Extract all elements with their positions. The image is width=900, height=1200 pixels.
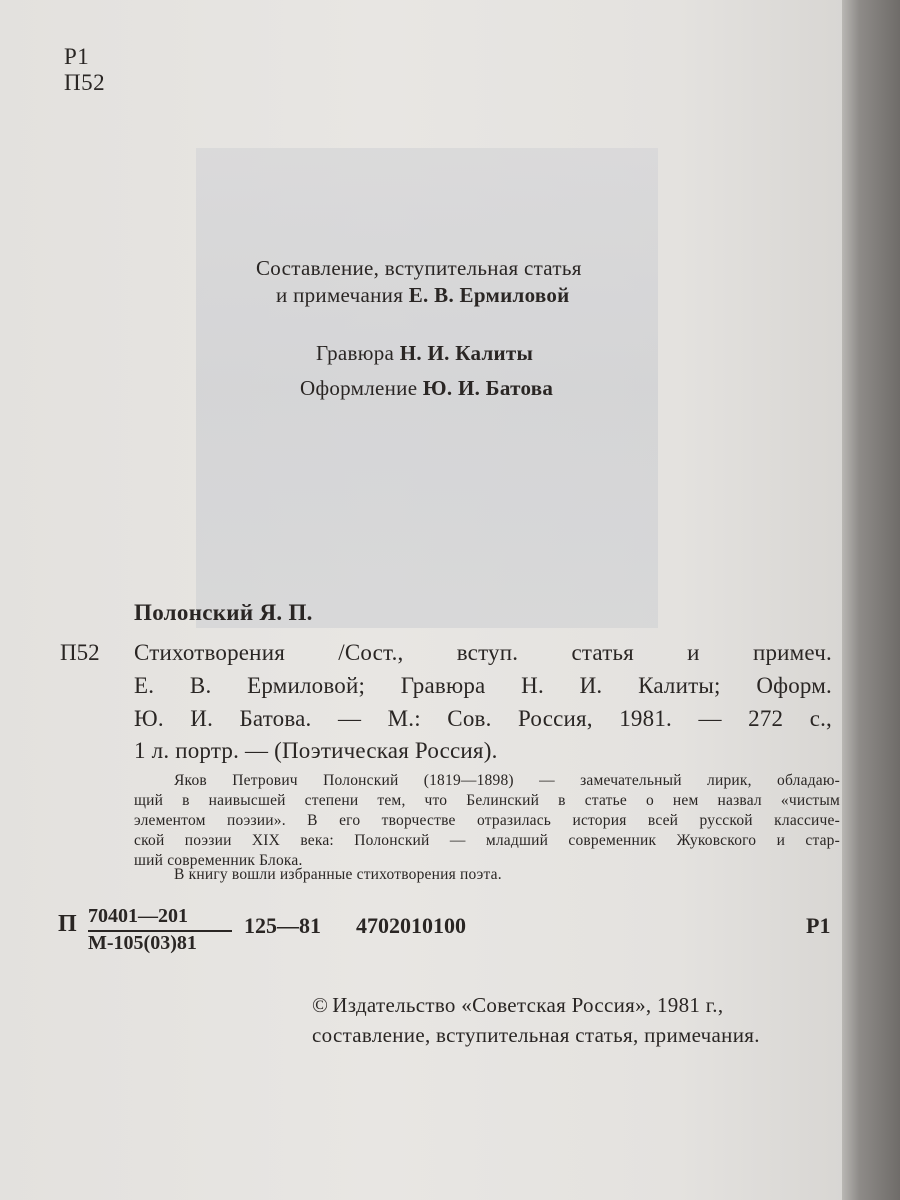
credits-engraving bbox=[316, 341, 533, 366]
index-code-a: 125—81 bbox=[244, 913, 321, 938]
catalog-description-line: Е. В. Ермиловой; Гравюра Н. И. Калиты; Оформ. bbox=[134, 673, 832, 698]
classification-code-top: Р1 bbox=[64, 44, 90, 69]
page-edge bbox=[842, 0, 900, 1200]
index-code-r: Р1 bbox=[806, 913, 831, 938]
credits-engraving-name: Н. И. Калиты bbox=[399, 341, 534, 365]
credits-compilation-line2 bbox=[276, 283, 570, 308]
catalog-description-line: 1 л. портр. — (Поэтическая Россия). bbox=[134, 738, 498, 763]
catalog-annotation-line: щий в наивысшей степени тем, что Белинский в статье о нем назвал «чистым bbox=[134, 792, 840, 809]
index-code-b: 4702010100 bbox=[356, 913, 466, 938]
index-fraction-top: 70401—201 bbox=[88, 905, 188, 927]
classification-code-bottom: П52 bbox=[64, 70, 106, 95]
credits-compilation-name: Е. В. Ермиловой bbox=[408, 283, 570, 307]
catalog-author: Полонский Я. П. bbox=[134, 600, 313, 625]
credits-design bbox=[300, 376, 553, 401]
catalog-description-line: Стихотворения /Сост., вступ. статья и примеч. bbox=[134, 640, 832, 665]
catalog-annotation-line: ской поэзии XIX века: Полонский — младший современник Жуковского и стар- bbox=[134, 832, 840, 849]
copyright-line1 bbox=[312, 993, 723, 1018]
copyright-line2: составление, вступительная статья, примечания. bbox=[312, 1023, 760, 1047]
catalog-annotation-line: В книгу вошли избранные стихотворения поэта. bbox=[174, 866, 502, 883]
index-letter: П bbox=[58, 911, 77, 937]
copyright-icon: © bbox=[312, 993, 329, 1017]
catalog-annotation-line: ший современник Блока. bbox=[134, 852, 303, 869]
catalog-description-line: Ю. И. Батова. — М.: Сов. Россия, 1981. — 272 с., bbox=[134, 706, 832, 731]
credits-design-name: Ю. И. Батова bbox=[422, 376, 554, 400]
index-fraction-bottom: М-105(03)81 bbox=[88, 932, 197, 954]
catalog-annotation-line: элементом поэзии». В его творчестве отразилась история всей русской классиче- bbox=[134, 812, 840, 829]
copyright-text-line1: Издательство «Советская Россия», 1981 г., bbox=[332, 993, 724, 1017]
credits-compilation-line1: Составление, вступительная статья bbox=[256, 256, 582, 280]
credits-design-prefix: Оформление bbox=[300, 376, 418, 400]
credits-compilation-prefix: и примечания bbox=[276, 283, 404, 307]
catalog-code: П52 bbox=[60, 640, 100, 665]
catalog-annotation-line: Яков Петрович Полонский (1819—1898) — замечательный лирик, обладаю- bbox=[174, 772, 840, 789]
credits-engraving-prefix: Гравюра bbox=[316, 341, 395, 365]
